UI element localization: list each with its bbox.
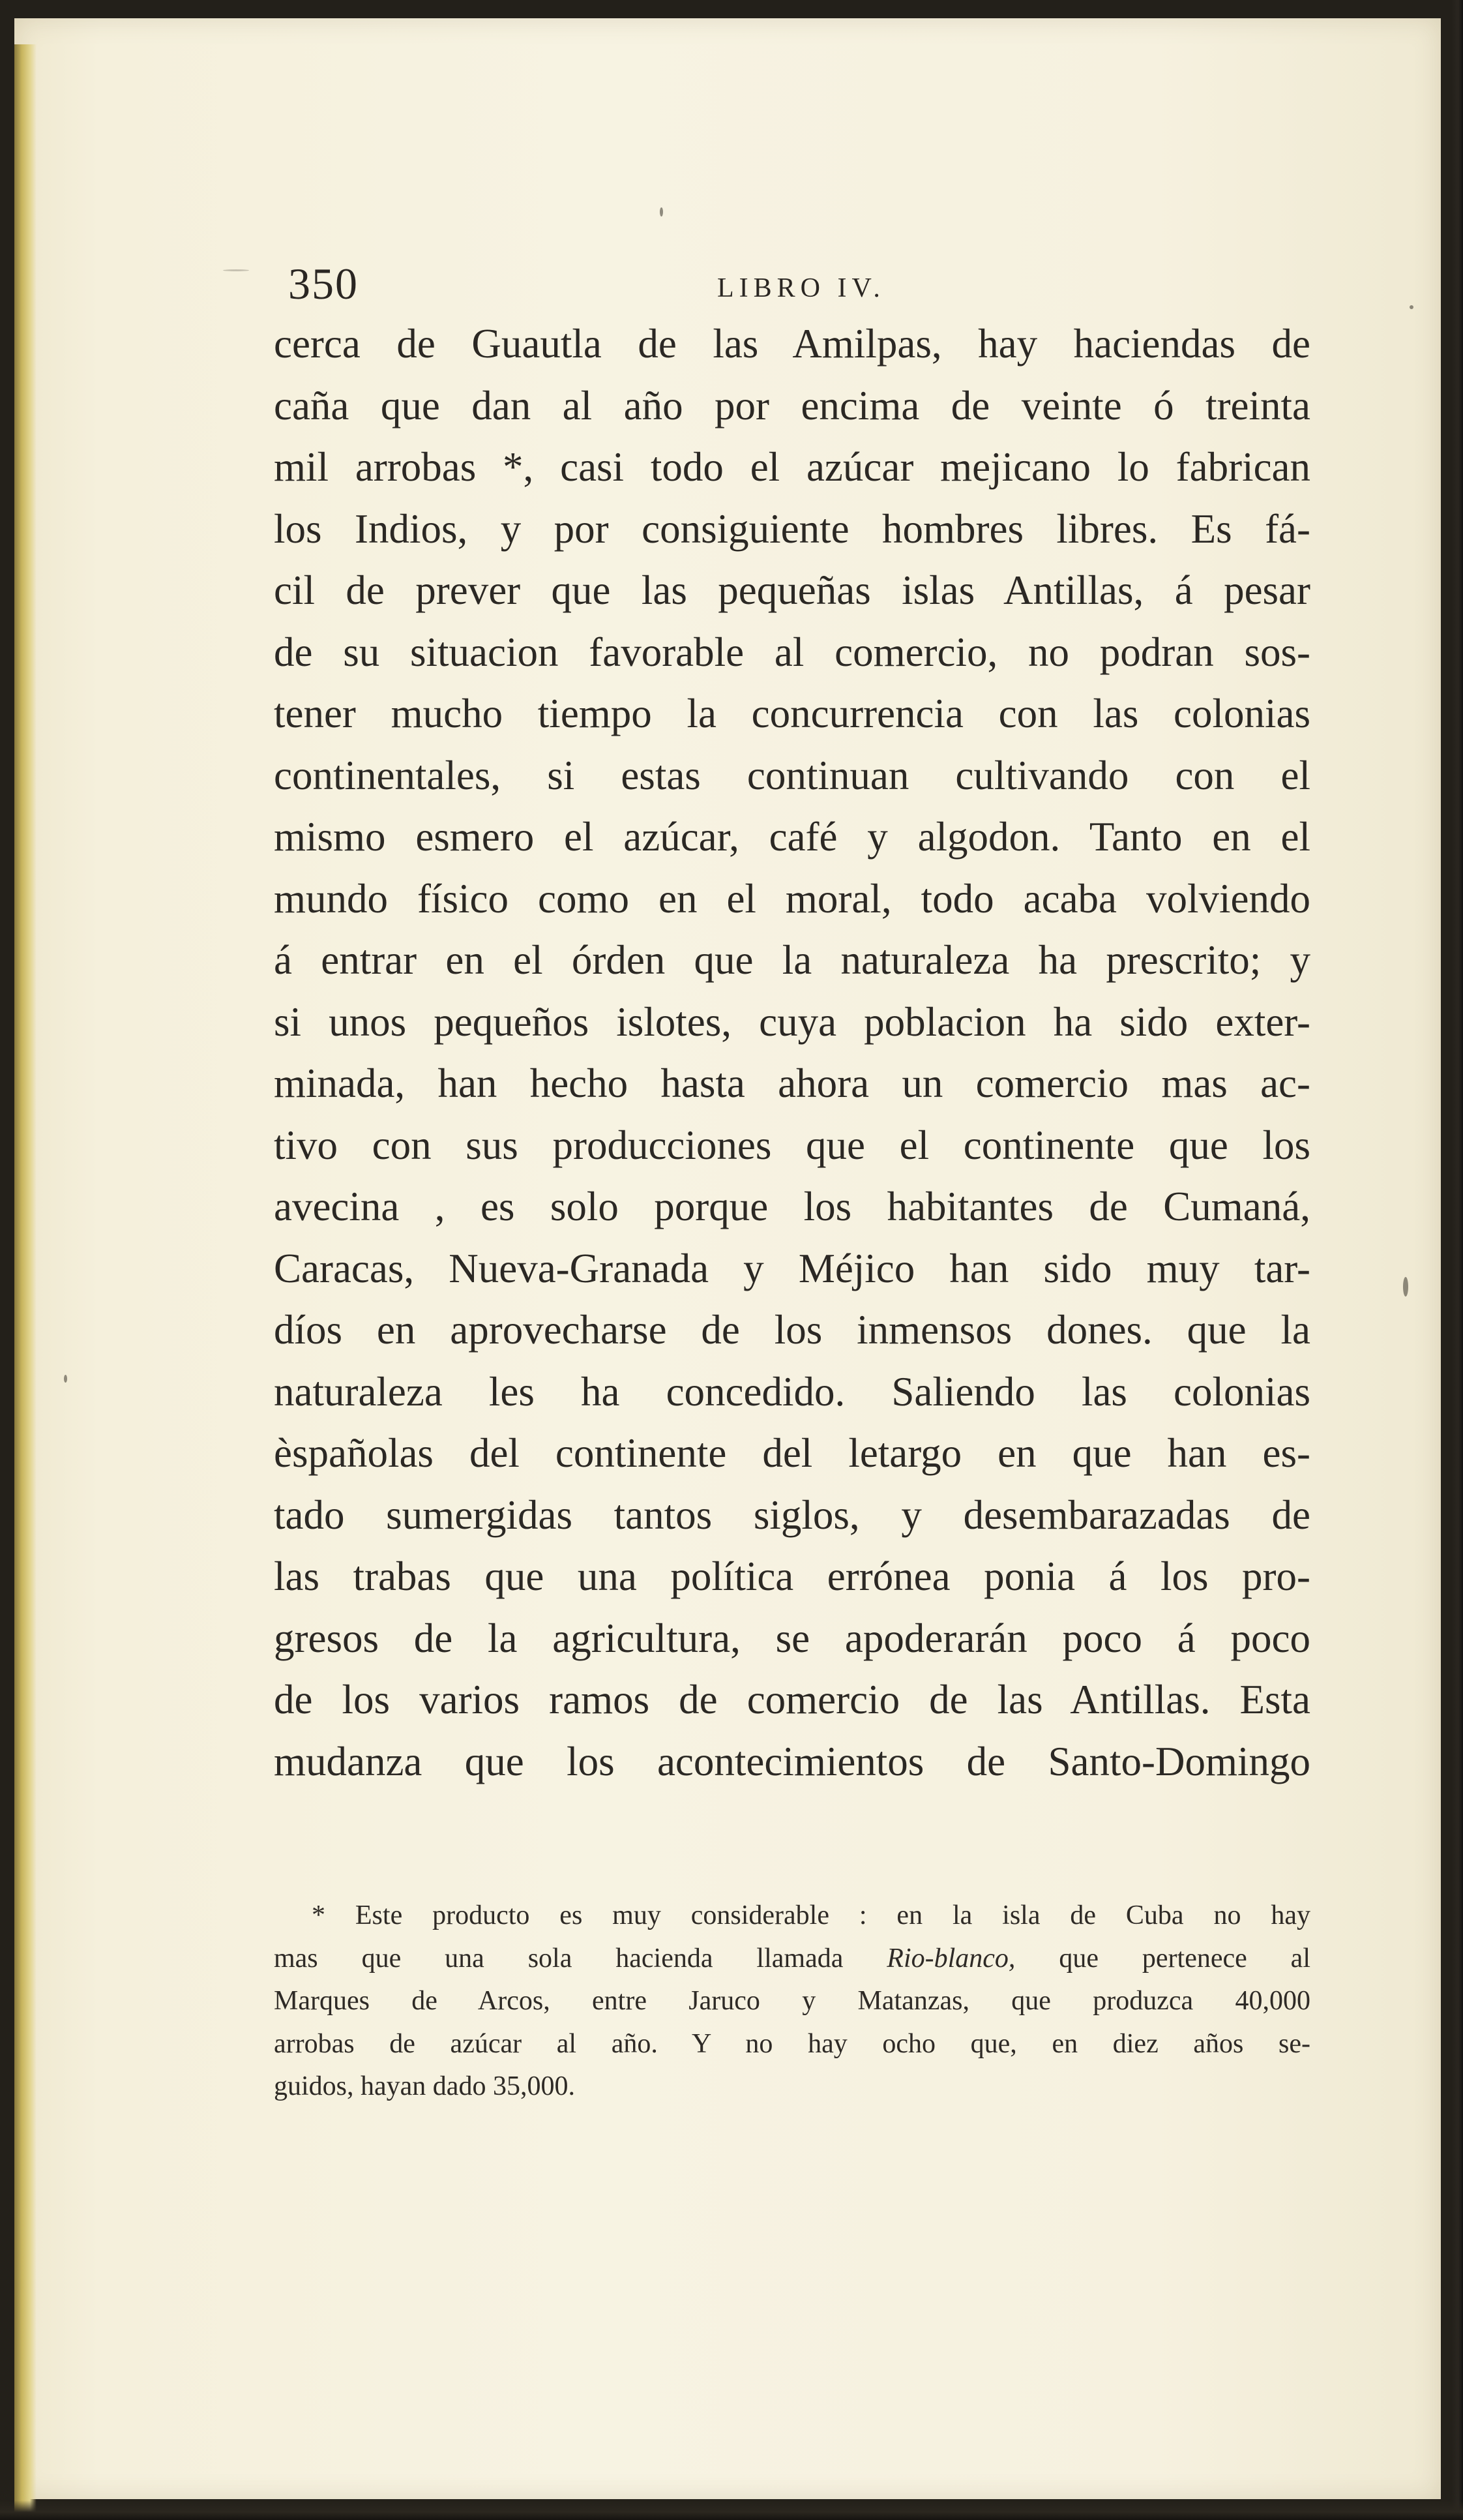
text-line: los Indios, y por consiguiente hombres libres. Es fá- — [274, 505, 1310, 552]
page-number: 350 — [288, 259, 359, 308]
text-line: mudanza que los acontecimientos de Santo-Domingo — [274, 1738, 1310, 1784]
text-line: tener mucho tiempo la concurrencia con las colonias — [274, 691, 1310, 736]
text-line: mundo físico como en el moral, todo acaba volviendo — [274, 875, 1310, 922]
footnote — [274, 1895, 1310, 2108]
text-line: á entrar en el órden que la naturaleza ha prescrito; y — [274, 937, 1310, 983]
footnote-text: mas que una sola hacienda llamada — [274, 1943, 887, 1973]
text-line: Caracas, Nueva-Granada y Méjico han sido muy tar- — [274, 1245, 1310, 1291]
page-right-edge — [1451, 0, 1463, 2520]
footnote-marker: * — [312, 1900, 325, 1930]
page-header — [274, 258, 1330, 317]
text-line: si unos pequeños islotes, cuya poblacion ha sido exter- — [274, 998, 1310, 1045]
footnote-italic-text: Rio-blanco, — [887, 1943, 1016, 1973]
text-line: minada, han hecho hasta ahora un comercio mas ac- — [274, 1060, 1310, 1106]
footnote-line — [274, 1895, 1310, 1938]
text-line: continentales, si estas continuan cultivando con el — [274, 752, 1310, 798]
footnote-line: guidos, hayan dado 35,000. — [274, 2071, 575, 2101]
body-text — [274, 313, 1310, 1792]
footnote-text: que pertenece al — [1015, 1943, 1310, 1973]
text-line: tivo con sus producciones que el continente que los — [274, 1122, 1310, 1168]
text-line: de los varios ramos de comercio de las Antillas. Esta — [274, 1677, 1310, 1722]
footnote-line: Marques de Arcos, entre Jaruco y Matanzas, que produzca 40,000 — [274, 1986, 1310, 2016]
text-line: caña que dan al año por encima de veinte ó treinta — [274, 382, 1310, 428]
text-line: díos en aprovecharse de los inmensos dones. que la — [274, 1307, 1310, 1353]
text-line: cil de prever que las pequeñas islas Antillas, á pesar — [274, 567, 1310, 613]
footnote-line: arrobas de azúcar al año. Y no hay ocho que, en diez años se- — [274, 2028, 1310, 2059]
page-bottom-edge — [0, 2500, 1463, 2520]
text-line: èspañolas del continente del letargo en que han es- — [274, 1430, 1310, 1476]
text-line: cerca de Guautla de las Amilpas, hay haciendas de — [274, 321, 1310, 367]
text-line: mil arrobas *, casi todo el azúcar mejicano lo fabrican — [274, 444, 1310, 490]
text-line: las trabas que una política errónea ponia á los pro- — [274, 1553, 1310, 1599]
footnote-text: Este producto es muy considerable : en la isla de Cuba no hay — [355, 1900, 1311, 1930]
text-line: gresos de la agricultura, se apoderarán poco á poco — [274, 1615, 1310, 1661]
text-line: tado sumergidas tantos siglos, y desembarazadas de — [274, 1492, 1310, 1538]
page-gilt-edge — [14, 44, 37, 2516]
text-line: naturaleza les ha concedido. Saliendo las colonias — [274, 1368, 1310, 1415]
text-line: de su situacion favorable al comercio, no podran sos- — [274, 629, 1310, 675]
footnote-line — [274, 1938, 1310, 1981]
text-line: avecina , es solo porque los habitantes de Cumaná, — [274, 1184, 1310, 1229]
text-line: mismo esmero el azúcar, café y algodon. Tanto en el — [274, 814, 1310, 860]
running-head: LIBRO IV. — [717, 273, 885, 303]
